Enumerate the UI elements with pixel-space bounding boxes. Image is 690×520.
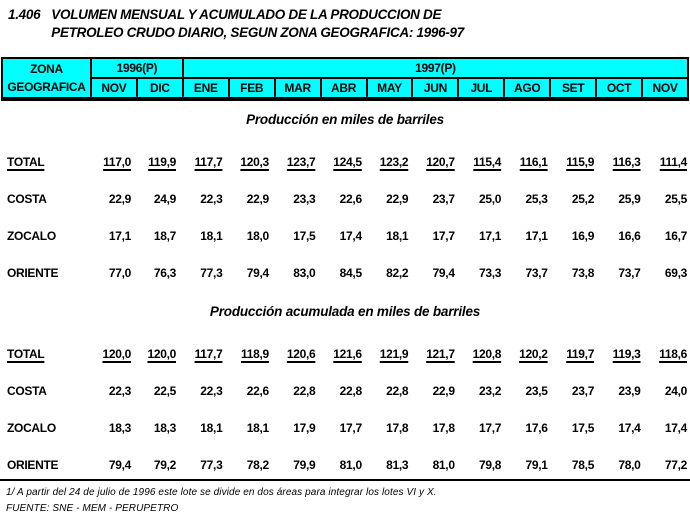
value-cell: 123,2 (379, 154, 409, 169)
value-cell: 16,7 (664, 228, 687, 243)
value-cell: 118,6 (659, 346, 687, 361)
month-header-row (2, 78, 688, 99)
value-cell: 17,1 (525, 228, 548, 243)
value-cell: 17,4 (618, 420, 641, 435)
month-header-1997-mar: MAR (275, 78, 321, 99)
value-cell: 116,1 (519, 154, 548, 169)
value-cell: 117,7 (194, 154, 223, 169)
value-cell: 115,4 (473, 154, 502, 169)
value-cell: 17,1 (108, 228, 131, 243)
value-cell: 73,7 (525, 265, 548, 280)
value-cell: 120,2 (519, 346, 548, 361)
value-cell: 24,0 (664, 383, 687, 398)
doc-title (8, 6, 464, 42)
row-label: ORIENTE (7, 457, 59, 472)
month-header-1996-dic: DIC (137, 78, 183, 99)
value-cell: 120,6 (286, 346, 316, 361)
value-cell: 77,0 (108, 265, 131, 280)
value-cell: 16,6 (618, 228, 641, 243)
value-cell: 76,3 (153, 265, 176, 280)
row-label: COSTA (7, 191, 47, 206)
value-cell: 79,4 (108, 457, 131, 472)
month-header-1996-nov: NOV (91, 78, 137, 99)
value-cell: 69,3 (664, 265, 687, 280)
value-cell: 17,7 (432, 228, 455, 243)
value-cell: 17,4 (339, 228, 362, 243)
value-cell: 77,3 (200, 457, 223, 472)
value-cell: 25,0 (479, 191, 502, 206)
value-cell: 79,1 (525, 457, 548, 472)
month-header-1997-set: SET (550, 78, 596, 99)
value-cell: 117,0 (103, 154, 131, 169)
value-cell: 82,2 (386, 265, 409, 280)
value-cell: 79,4 (246, 265, 269, 280)
month-header-1997-oct: OCT (596, 78, 642, 99)
value-cell: 23,7 (432, 191, 455, 206)
value-cell: 73,3 (479, 265, 502, 280)
month-header-1997-may: MAY (367, 78, 413, 99)
value-cell: 18,1 (200, 420, 223, 435)
value-cell: 22,8 (339, 383, 362, 398)
value-cell: 22,9 (108, 191, 131, 206)
value-cell: 18,3 (153, 420, 176, 435)
month-header-1997-ago: AGO (504, 78, 550, 99)
value-cell: 124,5 (333, 154, 362, 169)
section-0 (0, 112, 690, 291)
corner-line2: GEOGRAFICA (7, 80, 86, 94)
row-label: ZOCALO (7, 228, 56, 243)
value-cell: 23,2 (479, 383, 502, 398)
value-cell: 77,2 (664, 457, 687, 472)
data-row-oriente (0, 254, 690, 291)
footnote: 1/ A partir del 24 de julio de 1996 este lote se divide en dos áreas para integrar los lotes VI y X. (6, 487, 437, 498)
value-cell: 120,0 (147, 346, 176, 361)
value-cell: 24,9 (153, 191, 176, 206)
year-header-1997: 1997(P) (183, 58, 688, 78)
value-cell: 18,0 (246, 228, 269, 243)
data-row-costa (0, 180, 690, 217)
value-cell: 25,3 (525, 191, 548, 206)
value-cell: 18,1 (200, 228, 223, 243)
value-cell: 77,3 (200, 265, 223, 280)
value-cell: 22,9 (386, 191, 409, 206)
value-cell: 120,7 (426, 154, 455, 169)
value-cell: 78,2 (246, 457, 269, 472)
value-cell: 17,4 (664, 420, 687, 435)
footer-divider (0, 479, 690, 481)
value-cell: 17,9 (293, 420, 316, 435)
value-cell: 22,6 (339, 191, 362, 206)
table-number: 1.406 (8, 7, 41, 22)
value-cell: 73,7 (618, 265, 641, 280)
value-cell: 121,7 (426, 346, 455, 361)
value-cell: 17,5 (293, 228, 316, 243)
month-header-1997-jul: JUL (458, 78, 504, 99)
section-title: Producción acumulada en miles de barriles (209, 304, 481, 319)
value-cell: 22,3 (200, 383, 223, 398)
value-cell: 23,3 (293, 191, 316, 206)
value-cell: 25,9 (618, 191, 641, 206)
data-row-total (0, 143, 690, 180)
month-header-1997-abr: ABR (321, 78, 367, 99)
doc-title-line2: PETROLEO CRUDO DIARIO, SEGUN ZONA GEOGRAFICA: 1996-97 (51, 25, 464, 40)
year-header-1996: 1996(P) (91, 58, 183, 78)
value-cell: 79,2 (153, 457, 176, 472)
value-cell: 111,4 (659, 154, 687, 169)
value-cell: 22,8 (386, 383, 409, 398)
value-cell: 81,0 (432, 457, 455, 472)
value-cell: 84,5 (339, 265, 362, 280)
row-label: ORIENTE (7, 265, 59, 280)
data-row-total (0, 335, 690, 372)
corner-line1: ZONA (30, 62, 63, 76)
value-cell: 22,8 (293, 383, 316, 398)
value-cell: 78,0 (618, 457, 641, 472)
value-cell: 17,7 (479, 420, 502, 435)
row-label: TOTAL (7, 154, 45, 169)
value-cell: 83,0 (293, 265, 316, 280)
value-cell: 123,7 (286, 154, 316, 169)
value-cell: 22,9 (432, 383, 455, 398)
value-cell: 18,7 (153, 228, 176, 243)
value-cell: 117,7 (194, 346, 223, 361)
value-cell: 81,3 (386, 457, 409, 472)
row-label: TOTAL (7, 346, 45, 361)
data-row-zocalo (0, 409, 690, 446)
month-header-1997-jun: JUN (412, 78, 458, 99)
value-cell: 119,7 (566, 346, 595, 361)
value-cell: 23,9 (618, 383, 641, 398)
data-row-zocalo (0, 217, 690, 254)
value-cell: 22,3 (108, 383, 131, 398)
value-cell: 120,8 (472, 346, 502, 361)
value-cell: 23,7 (571, 383, 595, 398)
zone-month-header-table (1, 57, 689, 101)
value-cell: 118,9 (241, 346, 269, 361)
value-cell: 17,6 (525, 420, 548, 435)
value-cell: 18,3 (108, 420, 131, 435)
value-cell: 17,8 (432, 420, 455, 435)
value-cell: 121,6 (333, 346, 362, 361)
year-header-row (2, 58, 688, 78)
value-cell: 78,5 (571, 457, 595, 472)
value-cell: 79,4 (432, 265, 455, 280)
value-cell: 17,5 (571, 420, 595, 435)
value-cell: 115,9 (566, 154, 595, 169)
row-label: ZOCALO (7, 420, 56, 435)
value-cell: 18,1 (246, 420, 269, 435)
value-cell: 23,5 (525, 383, 548, 398)
month-header-1997-feb: FEB (229, 78, 275, 99)
data-row-costa (0, 372, 690, 409)
value-cell: 116,3 (612, 154, 641, 169)
value-cell: 22,9 (246, 191, 269, 206)
section-1 (0, 304, 690, 483)
value-cell: 25,5 (664, 191, 687, 206)
value-cell: 73,8 (571, 265, 595, 280)
value-cell: 17,8 (386, 420, 409, 435)
row-label: COSTA (7, 383, 47, 398)
value-cell: 25,2 (571, 191, 595, 206)
source-note: FUENTE: SNE - MEM - PERUPETRO (6, 503, 179, 514)
value-cell: 120,0 (102, 346, 131, 361)
value-cell: 16,9 (571, 228, 595, 243)
value-cell: 119,9 (148, 154, 176, 169)
value-cell: 17,1 (479, 228, 502, 243)
doc-title-lines (51, 6, 464, 42)
value-cell: 120,3 (240, 154, 269, 169)
value-cell: 79,8 (479, 457, 502, 472)
value-cell: 79,9 (293, 457, 316, 472)
month-header-1997-nov: NOV (642, 78, 688, 99)
value-cell: 17,7 (339, 420, 362, 435)
data-row-oriente (0, 446, 690, 483)
value-cell: 22,6 (246, 383, 269, 398)
month-header-1997-ene: ENE (183, 78, 229, 99)
value-cell: 119,3 (612, 346, 641, 361)
value-cell: 18,1 (386, 228, 409, 243)
value-cell: 121,9 (379, 346, 409, 361)
doc-title-line1: VOLUMEN MENSUAL Y ACUMULADO DE LA PRODUCCION DE (51, 7, 442, 22)
value-cell: 22,5 (153, 383, 176, 398)
value-cell: 22,3 (200, 191, 223, 206)
section-title: Producción en miles de barriles (246, 112, 444, 127)
value-cell: 81,0 (339, 457, 362, 472)
corner-cell (2, 58, 91, 99)
